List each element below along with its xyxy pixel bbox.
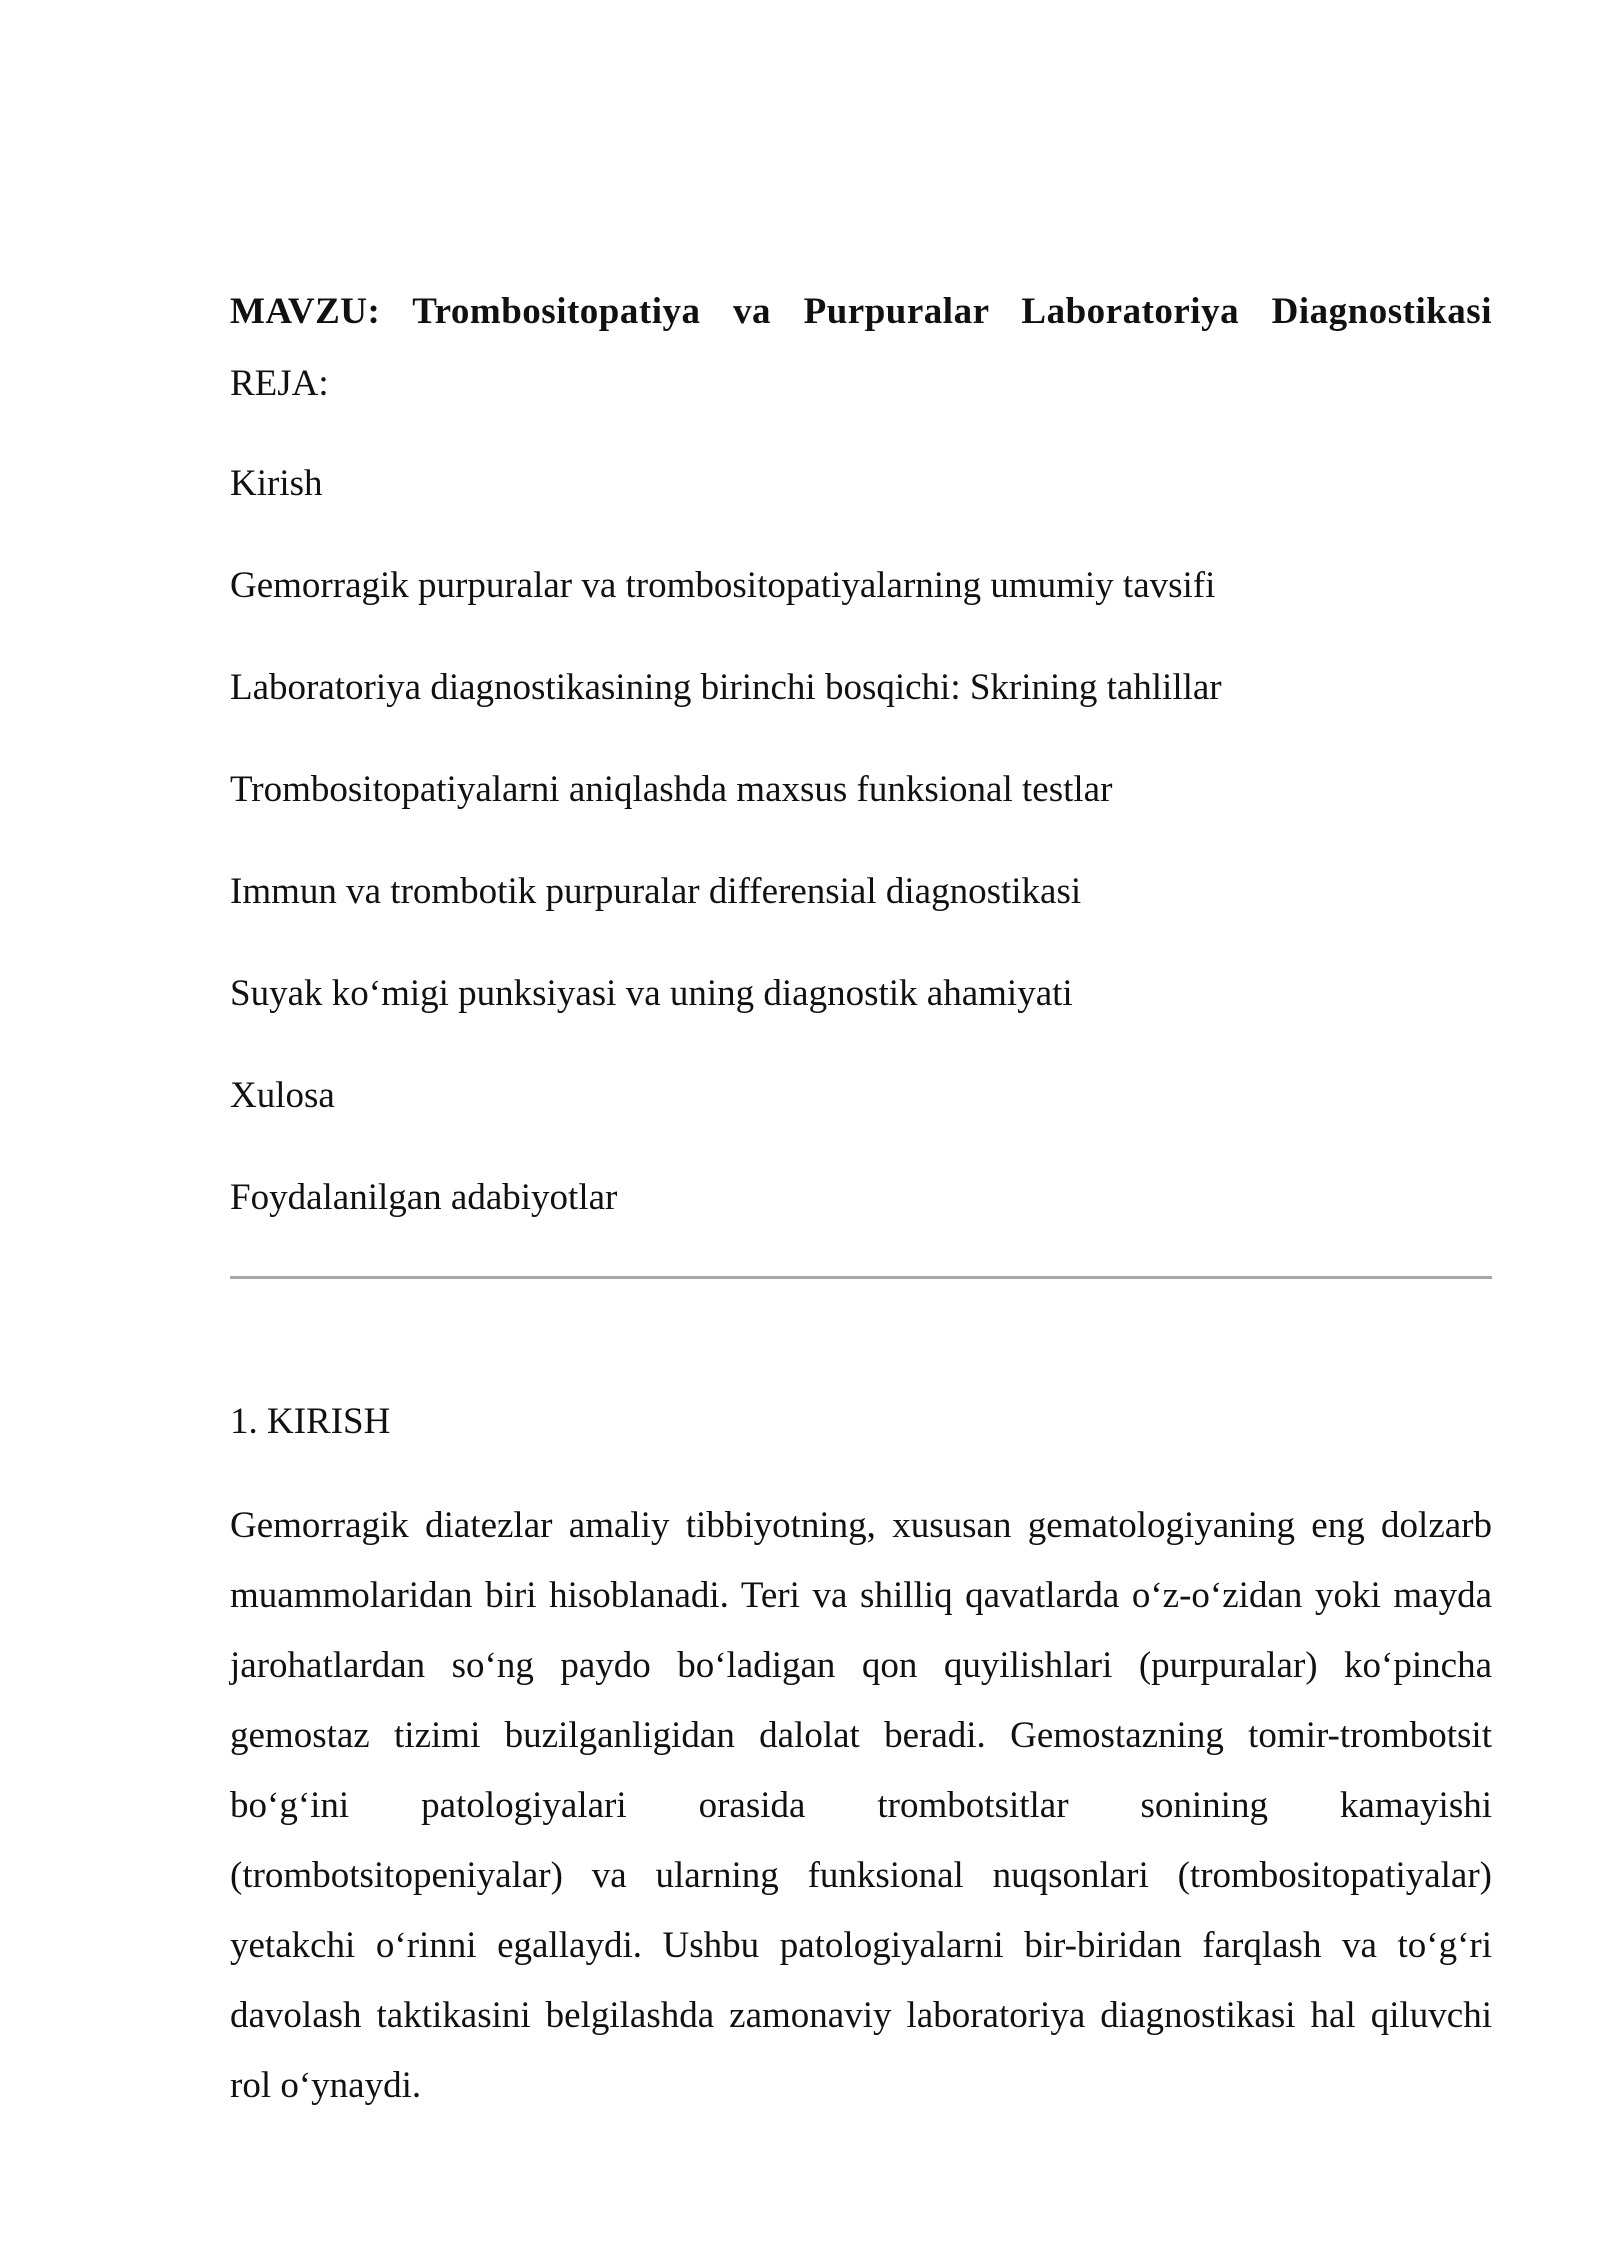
horizontal-divider xyxy=(230,1276,1492,1279)
plan-item: Gemorragik purpuralar va trombositopatiyalarning umumiy tavsifi xyxy=(230,565,1216,606)
plan-item: Suyak ko‘migi punksiyasi va uning diagnostik ahamiyati xyxy=(230,973,1073,1014)
section-heading: 1. KIRISH xyxy=(230,1401,391,1442)
plan-list xyxy=(230,460,1222,1276)
plan-item: Xulosa xyxy=(230,1075,335,1116)
document-title: MAVZU: Trombositopatiya va Purpuralar Laboratoriya Diagnostikasi xyxy=(230,291,1492,332)
plan-item: Immun va trombotik purpuralar differensial diagnostikasi xyxy=(230,871,1082,912)
plan-label: REJA: xyxy=(230,363,329,404)
plan-item: Kirish xyxy=(230,463,323,504)
plan-item: Foydalanilgan adabiyotlar xyxy=(230,1177,618,1218)
plan-item: Trombositopatiyalarni aniqlashda maxsus funksional testlar xyxy=(230,769,1113,810)
section-paragraph: Gemorragik diatezlar amaliy tibbiyotning, xususan gematologiyaning eng dolzarb muammolaridan biri hisoblanadi. Teri va shilliq qavatlarda o‘z-o‘zidan yoki mayda jarohatlardan so‘ng paydo bo‘ladigan qon quyilishlari (purpuralar) ko‘pincha gemostaz tizimi buzilganligidan dalolat beradi. Gemostazning tomir-trombotsit bo‘g‘ini patologiyalari orasida trombotsitlar sonining kamayishi (trombotsitopeniyalar) va ularning funksional nuqsonlari (trombositopatiyalar) yetakchi o‘rinni egallaydi. Ushbu patologiyalarni bir-biridan farqlash va to‘g‘ri davolash taktikasini belgilashda zamonaviy laboratoriya diagnostikasi hal qiluvchi rol o‘ynaydi. xyxy=(230,1505,1492,2106)
plan-item: Laboratoriya diagnostikasining birinchi bosqichi: Skrining tahlillar xyxy=(230,667,1222,708)
